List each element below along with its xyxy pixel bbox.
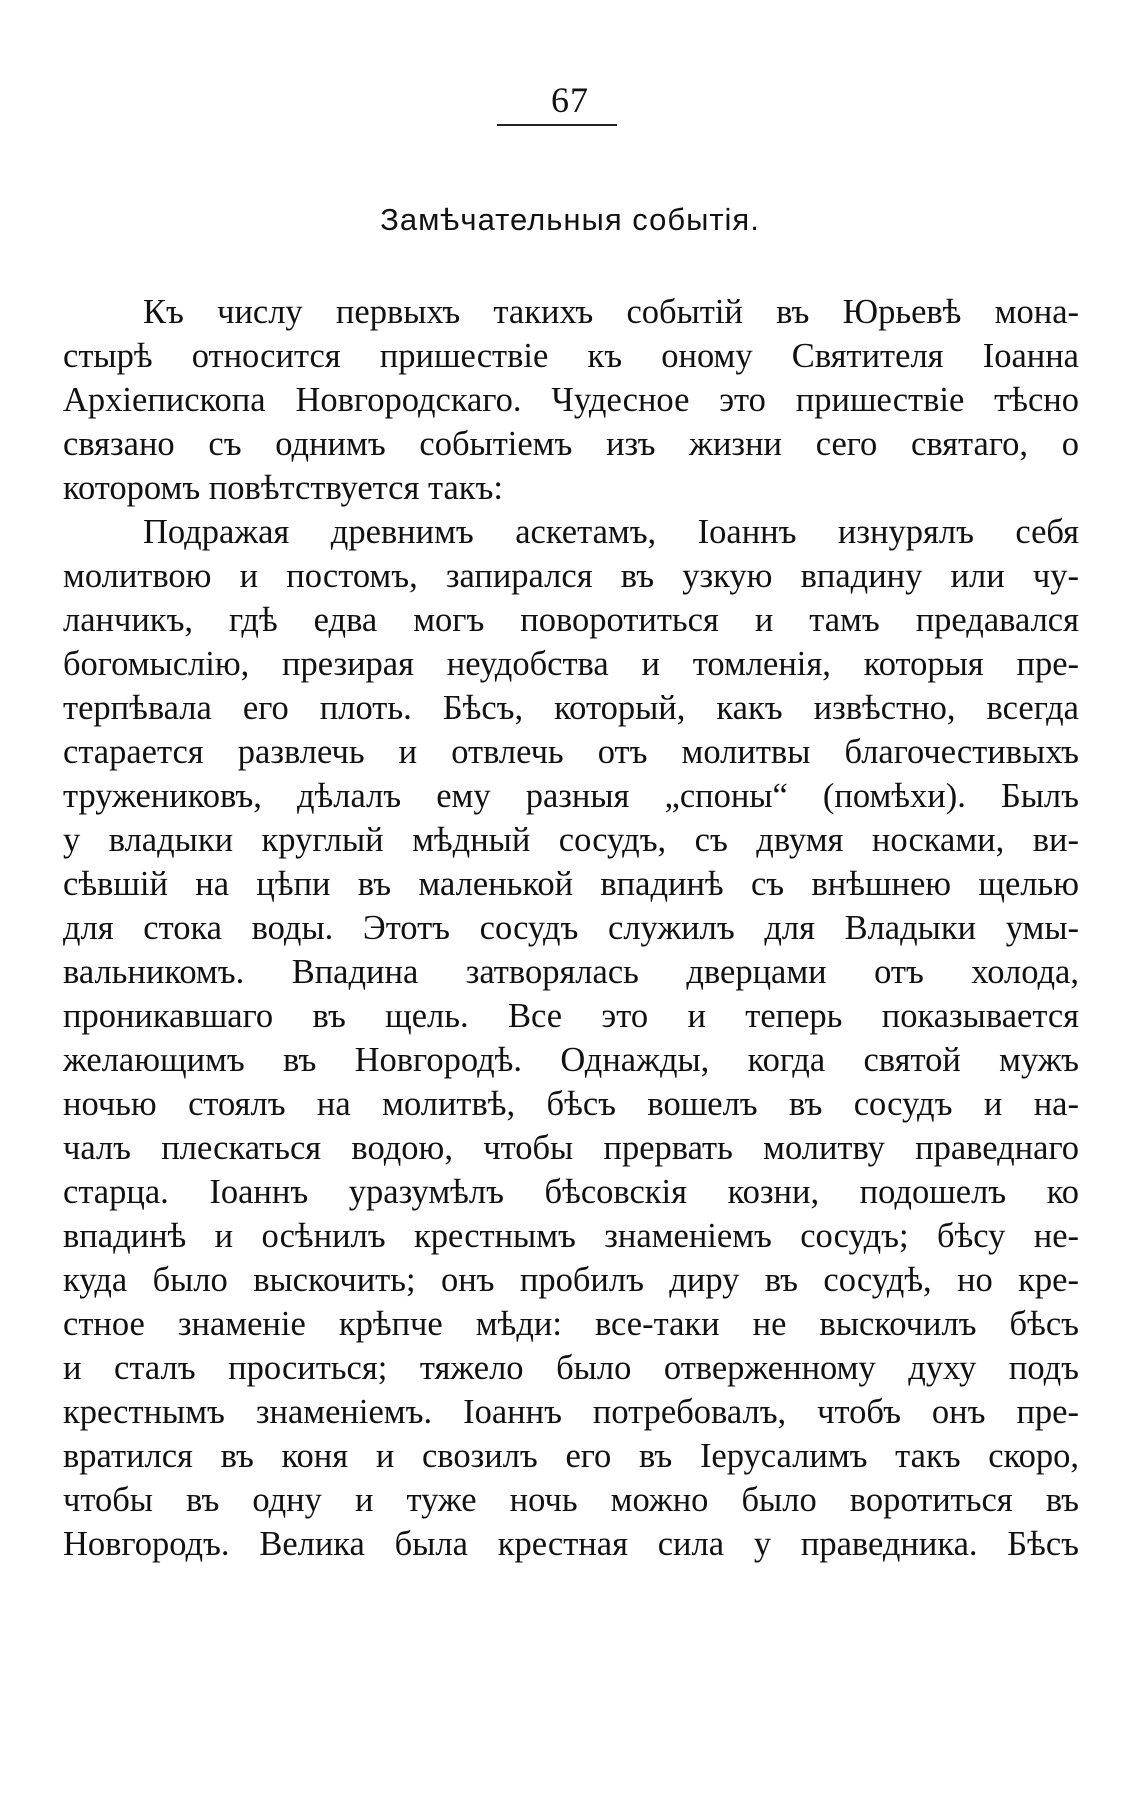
text-line: желающимъ въ Новгородѣ. Однажды, когда святой мужъ — [63, 1041, 1079, 1079]
text-line: молитвою и постомъ, запирался въ узкую впадину или чу- — [63, 557, 1079, 595]
text-line: богомыслію, презирая неудобства и томленія, которыя пре- — [63, 645, 1079, 683]
page-number-rule — [497, 124, 617, 126]
text-line: Новгородъ. Велика была крестная сила у праведника. Бѣсъ — [63, 1525, 1079, 1563]
text-line: впадинѣ и осѣнилъ крестнымъ знаменіемъ сосудъ; бѣсу не- — [63, 1217, 1079, 1255]
section-title: Замѣчательныя событія. — [380, 202, 760, 237]
text-line: вратился въ коня и свозилъ его въ Іерусалимъ такъ скоро, — [63, 1437, 1079, 1475]
text-line: сѣвшій на цѣпи въ маленькой впадинѣ съ внѣшнею щелью — [63, 865, 1079, 903]
text-line: и сталъ проситься; тяжело было отверженному духу подъ — [63, 1349, 1079, 1387]
text-line: для стока воды. Этотъ сосудъ служилъ для Владыки умы- — [63, 909, 1079, 947]
text-line: которомъ повѣтствуется такъ: — [63, 469, 503, 507]
text-line: проникавшаго въ щель. Все это и теперь показывается — [63, 997, 1079, 1035]
text-line: вальникомъ. Впадина затворялась дверцами отъ холода, — [63, 953, 1079, 991]
text-line: ланчикъ, гдѣ едва могъ поворотиться и тамъ предавался — [63, 601, 1079, 639]
page-number: 67 — [551, 80, 589, 120]
text-line: Къ числу первыхъ такихъ событій въ Юрьевѣ мона- — [143, 293, 1079, 331]
text-line: терпѣвала его плоть. Бѣсъ, который, какъ извѣстно, всегда — [63, 689, 1079, 727]
text-line: куда было выскочить; онъ пробилъ диру въ сосудѣ, но кре- — [63, 1261, 1079, 1299]
text-line: ночью стоялъ на молитвѣ, бѣсъ вошелъ въ сосудъ и на- — [63, 1085, 1079, 1123]
text-line: стное знаменіе крѣпче мѣди: все-таки не выскочилъ бѣсъ — [63, 1305, 1079, 1343]
text-line: крестнымъ знаменіемъ. Іоаннъ потребовалъ, чтобъ онъ пре- — [63, 1393, 1079, 1431]
text-line: стырѣ относится пришествіе къ оному Святителя Іоанна — [63, 337, 1079, 375]
text-line: связано съ однимъ событіемъ изъ жизни сего святаго, о — [63, 425, 1079, 463]
text-line: Подражая древнимъ аскетамъ, Іоаннъ изнурялъ себя — [143, 513, 1079, 551]
text-line: Архіепископа Новгородскаго. Чудесное это пришествіе тѣсно — [63, 381, 1079, 419]
text-line: чалъ плескаться водою, чтобы прервать молитву праведнаго — [63, 1129, 1079, 1167]
text-line: чтобы въ одну и туже ночь можно было воротиться въ — [63, 1481, 1079, 1519]
text-line: тружениковъ, дѣлалъ ему разныя „споны“ (помѣхи). Былъ — [63, 777, 1079, 815]
text-line: у владыки круглый мѣдный сосудъ, съ двумя носками, ви- — [63, 821, 1079, 859]
body-text — [63, 290, 1079, 1566]
text-line: старается развлечь и отвлечь отъ молитвы благочестивыхъ — [63, 733, 1079, 771]
text-line: старца. Іоаннъ уразумѣлъ бѣсовскія козни, подошелъ ко — [63, 1173, 1079, 1211]
